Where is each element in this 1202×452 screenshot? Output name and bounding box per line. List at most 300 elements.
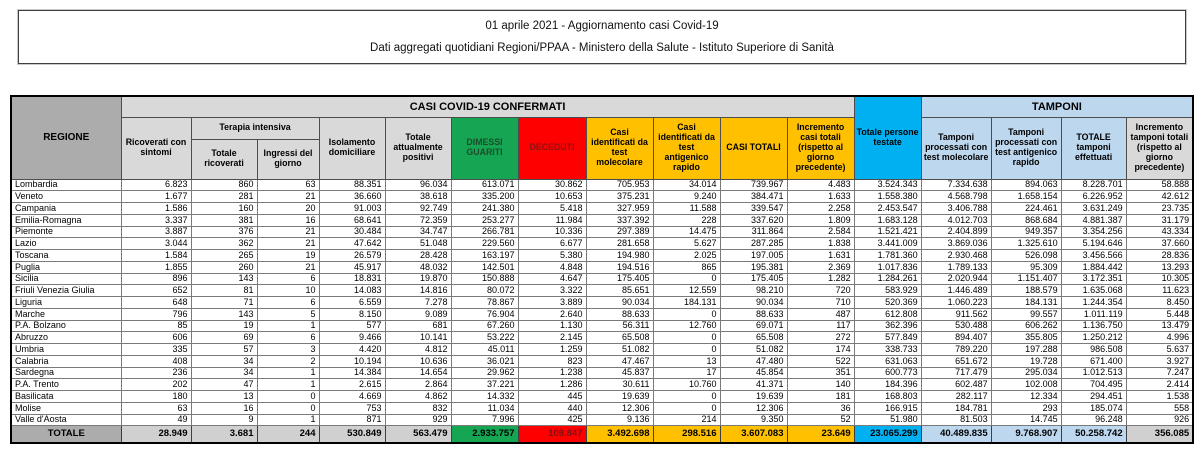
value-cell: 0: [257, 402, 319, 414]
value-cell: 3.456.566: [1061, 250, 1126, 262]
table-row: [11, 320, 1193, 332]
value-cell: 739.967: [720, 179, 787, 191]
value-cell: 3.406.788: [921, 203, 991, 215]
value-cell: 45.837: [586, 367, 653, 379]
value-cell: 710: [787, 297, 854, 309]
region-cell: Marche: [11, 308, 121, 320]
value-cell: 6.559: [319, 297, 385, 309]
region-cell: Lombardia: [11, 179, 121, 191]
value-cell: 832: [385, 402, 451, 414]
totals-value-cell: 23.649: [787, 426, 854, 443]
value-cell: 175.405: [720, 273, 787, 285]
value-cell: 0: [257, 391, 319, 403]
region-cell: Umbria: [11, 344, 121, 356]
region-cell: Liguria: [11, 297, 121, 309]
value-cell: 293: [991, 402, 1061, 414]
value-cell: 185.074: [1061, 402, 1126, 414]
totals-value-cell: 3.681: [191, 426, 257, 443]
value-cell: 10.305: [1126, 273, 1193, 285]
table-row: [11, 250, 1193, 262]
value-cell: 335: [121, 344, 191, 356]
header-totale-attualmente-positivi: Totale attualmente positivi: [385, 117, 451, 179]
region-cell: Sardegna: [11, 367, 121, 379]
totals-value-cell: 563.479: [385, 426, 451, 443]
value-cell: 65.508: [720, 332, 787, 344]
value-cell: 3.927: [1126, 355, 1193, 367]
value-cell: 5: [257, 308, 319, 320]
value-cell: 184.131: [653, 297, 720, 309]
value-cell: 76.904: [451, 308, 518, 320]
value-cell: 600.773: [854, 367, 921, 379]
value-cell: 8.228.701: [1061, 179, 1126, 191]
value-cell: 558: [1126, 402, 1193, 414]
value-cell: 4.669: [319, 391, 385, 403]
value-cell: 671.400: [1061, 355, 1126, 367]
value-cell: 1.011.119: [1061, 308, 1126, 320]
value-cell: 13.479: [1126, 320, 1193, 332]
value-cell: 142.501: [451, 261, 518, 273]
value-cell: 37.660: [1126, 238, 1193, 250]
value-cell: 51.082: [586, 344, 653, 356]
value-cell: 51.048: [385, 238, 451, 250]
value-cell: 4.483: [787, 179, 854, 191]
value-cell: 260: [191, 261, 257, 273]
header-terapia-intensiva: Terapia intensiva: [191, 117, 319, 139]
value-cell: 1.151.407: [991, 273, 1061, 285]
value-cell: 1.325.610: [991, 238, 1061, 250]
value-cell: 181: [787, 391, 854, 403]
report-title: 01 aprile 2021 - Aggiornamento casi Covid-19: [485, 20, 719, 33]
value-cell: 34.747: [385, 226, 451, 238]
value-cell: 4.568.798: [921, 191, 991, 203]
value-cell: 1.012.513: [1061, 367, 1126, 379]
value-cell: 4.647: [518, 273, 586, 285]
value-cell: 1.789.133: [921, 261, 991, 273]
value-cell: 38.618: [385, 191, 451, 203]
value-cell: 36.021: [451, 355, 518, 367]
value-cell: 337.392: [586, 214, 653, 226]
value-cell: 7.247: [1126, 367, 1193, 379]
region-cell: Friuli Venezia Giulia: [11, 285, 121, 297]
table-row: [11, 179, 1193, 191]
report-subtitle: Dati aggregati quotidiani Regioni/PPAA - Ministero della Salute - Istituto Superiore di Sanità: [370, 41, 834, 54]
value-cell: 180: [121, 391, 191, 403]
value-cell: 34.014: [653, 179, 720, 191]
value-cell: 896: [121, 273, 191, 285]
header-ingressi-del-giorno: Ingressi del giorno: [257, 139, 319, 179]
value-cell: 1.250.212: [1061, 332, 1126, 344]
value-cell: 166.915: [854, 402, 921, 414]
value-cell: 10.336: [518, 226, 586, 238]
value-cell: 184.396: [854, 379, 921, 391]
value-cell: 197.288: [991, 344, 1061, 356]
region-cell: Toscana: [11, 250, 121, 262]
value-cell: 6: [257, 297, 319, 309]
value-cell: 0: [653, 332, 720, 344]
value-cell: 241.380: [451, 203, 518, 215]
value-cell: 5.448: [1126, 308, 1193, 320]
value-cell: 6.226.952: [1061, 191, 1126, 203]
value-cell: 51.980: [854, 414, 921, 426]
value-cell: 36.660: [319, 191, 385, 203]
value-cell: 753: [319, 402, 385, 414]
value-cell: 0: [653, 308, 720, 320]
value-cell: 894.063: [991, 179, 1061, 191]
value-cell: 355.805: [991, 332, 1061, 344]
totals-value-cell: 9.768.907: [991, 426, 1061, 443]
value-cell: 10.194: [319, 355, 385, 367]
value-cell: 19.870: [385, 273, 451, 285]
value-cell: 47.467: [586, 355, 653, 367]
value-cell: 12.334: [991, 391, 1061, 403]
value-cell: 30.611: [586, 379, 653, 391]
value-cell: 384.471: [720, 191, 787, 203]
value-cell: 6.677: [518, 238, 586, 250]
header-incremento-tamponi-totali: Incremento tamponi totali (rispetto al giorno precedente): [1126, 117, 1193, 179]
value-cell: 63: [121, 402, 191, 414]
value-cell: 28.428: [385, 250, 451, 262]
value-cell: 150.888: [451, 273, 518, 285]
value-cell: 11.984: [518, 214, 586, 226]
value-cell: 9.466: [319, 332, 385, 344]
value-cell: 425: [518, 414, 586, 426]
value-cell: 1.521.421: [854, 226, 921, 238]
header-tamponi-test-molecolare: Tamponi processati con test molecolare: [921, 117, 991, 179]
table-row: [11, 226, 1193, 238]
value-cell: 45.854: [720, 367, 787, 379]
totals-value-cell: 2.933.757: [451, 426, 518, 443]
value-cell: 520.369: [854, 297, 921, 309]
value-cell: 236: [121, 367, 191, 379]
value-cell: 3.441.009: [854, 238, 921, 250]
value-cell: 48.032: [385, 261, 451, 273]
region-cell: Molise: [11, 402, 121, 414]
header-deceduti: DECEDUTI: [518, 117, 586, 179]
table-row: [11, 402, 1193, 414]
value-cell: 3.172.351: [1061, 273, 1126, 285]
value-cell: 2.864: [385, 379, 451, 391]
value-cell: 4.420: [319, 344, 385, 356]
region-cell: Basilicata: [11, 391, 121, 403]
value-cell: 13: [191, 391, 257, 403]
value-cell: 9.240: [653, 191, 720, 203]
value-cell: 606: [121, 332, 191, 344]
value-cell: 1.238: [518, 367, 586, 379]
value-cell: 860: [191, 179, 257, 191]
value-cell: 1.446.489: [921, 285, 991, 297]
value-cell: 1.781.360: [854, 250, 921, 262]
value-cell: 648: [121, 297, 191, 309]
region-cell: P.A. Bolzano: [11, 320, 121, 332]
value-cell: 2.584: [787, 226, 854, 238]
value-cell: 143: [191, 308, 257, 320]
table-row: [11, 214, 1193, 226]
value-cell: 4.862: [385, 391, 451, 403]
value-cell: 17: [653, 367, 720, 379]
region-cell: Lazio: [11, 238, 121, 250]
region-cell: Puglia: [11, 261, 121, 273]
value-cell: 11.034: [451, 402, 518, 414]
value-cell: 143: [191, 273, 257, 285]
value-cell: 43.334: [1126, 226, 1193, 238]
value-cell: 7.334.638: [921, 179, 991, 191]
value-cell: 871: [319, 414, 385, 426]
value-cell: 1: [257, 320, 319, 332]
value-cell: 1.017.836: [854, 261, 921, 273]
value-cell: 281: [191, 191, 257, 203]
value-cell: 69.071: [720, 320, 787, 332]
value-cell: 7.996: [451, 414, 518, 426]
value-cell: 19: [191, 320, 257, 332]
value-cell: 56.311: [586, 320, 653, 332]
value-cell: 51.082: [720, 344, 787, 356]
value-cell: 1.631: [787, 250, 854, 262]
value-cell: 282.117: [921, 391, 991, 403]
value-cell: 0: [653, 402, 720, 414]
value-cell: 3.869.036: [921, 238, 991, 250]
value-cell: 18.831: [319, 273, 385, 285]
value-cell: 362.396: [854, 320, 921, 332]
header-totale-tamponi-effettuati: TOTALE tamponi effettuati: [1061, 117, 1126, 179]
table-row: [11, 261, 1193, 273]
value-cell: 1: [257, 414, 319, 426]
value-cell: 1.584: [121, 250, 191, 262]
value-cell: 37.221: [451, 379, 518, 391]
value-cell: 337.620: [720, 214, 787, 226]
table-row: [11, 355, 1193, 367]
value-cell: 281.658: [586, 238, 653, 250]
value-cell: 1.809: [787, 214, 854, 226]
value-cell: 1.586: [121, 203, 191, 215]
value-cell: 789.220: [921, 344, 991, 356]
value-cell: 408: [121, 355, 191, 367]
value-cell: 868.684: [991, 214, 1061, 226]
value-cell: 80.072: [451, 285, 518, 297]
value-cell: 14.384: [319, 367, 385, 379]
totals-value-cell: 3.607.083: [720, 426, 787, 443]
value-cell: 2.145: [518, 332, 586, 344]
totals-row: [11, 426, 1193, 443]
value-cell: 1.136.750: [1061, 320, 1126, 332]
value-cell: 612.808: [854, 308, 921, 320]
value-cell: 26.579: [319, 250, 385, 262]
value-cell: 184.781: [921, 402, 991, 414]
value-cell: 1.683.128: [854, 214, 921, 226]
value-cell: 652: [121, 285, 191, 297]
value-cell: 10: [257, 285, 319, 297]
value-cell: 28.836: [1126, 250, 1193, 262]
value-cell: 117: [787, 320, 854, 332]
value-cell: 986.508: [1061, 344, 1126, 356]
value-cell: 8.450: [1126, 297, 1193, 309]
value-cell: 71: [191, 297, 257, 309]
value-cell: 88.633: [586, 308, 653, 320]
value-cell: 253.277: [451, 214, 518, 226]
value-cell: 168.803: [854, 391, 921, 403]
value-cell: 21: [257, 226, 319, 238]
value-cell: 229.560: [451, 238, 518, 250]
value-cell: 99.557: [991, 308, 1061, 320]
value-cell: 12.306: [720, 402, 787, 414]
region-cell: Valle d'Aosta: [11, 414, 121, 426]
value-cell: 9: [191, 414, 257, 426]
value-cell: 5.418: [518, 203, 586, 215]
value-cell: 81: [191, 285, 257, 297]
value-cell: 4.848: [518, 261, 586, 273]
value-cell: 4.881.387: [1061, 214, 1126, 226]
value-cell: 362: [191, 238, 257, 250]
value-cell: 526.098: [991, 250, 1061, 262]
value-cell: 720: [787, 285, 854, 297]
value-cell: 52: [787, 414, 854, 426]
totals-value-cell: 23.065.299: [854, 426, 921, 443]
value-cell: 36: [787, 402, 854, 414]
value-cell: 30.862: [518, 179, 586, 191]
value-cell: 3.337: [121, 214, 191, 226]
value-cell: 2: [257, 355, 319, 367]
value-cell: 202: [121, 379, 191, 391]
value-cell: 5.637: [1126, 344, 1193, 356]
totals-value-cell: 28.949: [121, 426, 191, 443]
value-cell: 1.633: [787, 191, 854, 203]
value-cell: 2.640: [518, 308, 586, 320]
value-cell: 175.405: [586, 273, 653, 285]
value-cell: 14.332: [451, 391, 518, 403]
value-cell: 6: [257, 273, 319, 285]
totals-value-cell: 356.085: [1126, 426, 1193, 443]
value-cell: 266.781: [451, 226, 518, 238]
value-cell: 88.633: [720, 308, 787, 320]
value-cell: 3.887: [121, 226, 191, 238]
value-cell: 214: [653, 414, 720, 426]
value-cell: 81.503: [921, 414, 991, 426]
value-cell: 9.136: [586, 414, 653, 426]
value-cell: 14.654: [385, 367, 451, 379]
value-cell: 65.508: [586, 332, 653, 344]
value-cell: 2.020.944: [921, 273, 991, 285]
value-cell: 224.461: [991, 203, 1061, 215]
value-cell: 12.760: [653, 320, 720, 332]
value-cell: 45.917: [319, 261, 385, 273]
header-band-tamponi: TAMPONI: [921, 96, 1193, 117]
value-cell: 14.083: [319, 285, 385, 297]
value-cell: 45.011: [451, 344, 518, 356]
value-cell: 1.884.442: [1061, 261, 1126, 273]
value-cell: 85.651: [586, 285, 653, 297]
value-cell: 69: [191, 332, 257, 344]
region-cell: Sicilia: [11, 273, 121, 285]
header-regione: REGIONE: [11, 96, 121, 179]
value-cell: 487: [787, 308, 854, 320]
totals-label-cell: TOTALE: [11, 426, 121, 443]
value-cell: 3.889: [518, 297, 586, 309]
value-cell: 16: [191, 402, 257, 414]
value-cell: 96.248: [1061, 414, 1126, 426]
value-cell: 5.380: [518, 250, 586, 262]
value-cell: 522: [787, 355, 854, 367]
value-cell: 3.524.343: [854, 179, 921, 191]
value-cell: 10.636: [385, 355, 451, 367]
value-cell: 5.627: [653, 238, 720, 250]
value-cell: 19.728: [991, 355, 1061, 367]
header-incremento-casi-totali: Incremento casi totali (rispetto al giorno precedente): [787, 117, 854, 179]
totals-value-cell: 3.492.698: [586, 426, 653, 443]
value-cell: 272: [787, 332, 854, 344]
value-cell: 0: [653, 273, 720, 285]
value-cell: 583.929: [854, 285, 921, 297]
totals-value-cell: 298.516: [653, 426, 720, 443]
value-cell: 2.453.547: [854, 203, 921, 215]
value-cell: 577.849: [854, 332, 921, 344]
region-cell: Campania: [11, 203, 121, 215]
value-cell: 11.588: [653, 203, 720, 215]
value-cell: 1.259: [518, 344, 586, 356]
covid-table: [10, 95, 1194, 444]
value-cell: 339.547: [720, 203, 787, 215]
header-band-casi-confermati: CASI COVID-19 CONFERMATI: [121, 96, 854, 117]
value-cell: 1: [257, 379, 319, 391]
region-cell: Veneto: [11, 191, 121, 203]
value-cell: 13.293: [1126, 261, 1193, 273]
value-cell: 10.141: [385, 332, 451, 344]
value-cell: 265: [191, 250, 257, 262]
header-casi-totali: CASI TOTALI: [720, 117, 787, 179]
value-cell: 2.025: [653, 250, 720, 262]
value-cell: 295.034: [991, 367, 1061, 379]
value-cell: 5.194.646: [1061, 238, 1126, 250]
value-cell: 1.130: [518, 320, 586, 332]
value-cell: 613.071: [451, 179, 518, 191]
value-cell: 195.381: [720, 261, 787, 273]
value-cell: 327.959: [586, 203, 653, 215]
value-cell: 20: [257, 203, 319, 215]
table-row: [11, 391, 1193, 403]
region-cell: Emilia-Romagna: [11, 214, 121, 226]
value-cell: 631.063: [854, 355, 921, 367]
value-cell: 606.262: [991, 320, 1061, 332]
header-tamponi-test-antigenico: Tamponi processati con test antigenico rapido: [991, 117, 1061, 179]
value-cell: 11.623: [1126, 285, 1193, 297]
value-cell: 2.615: [319, 379, 385, 391]
value-cell: 174: [787, 344, 854, 356]
value-cell: 1.635.068: [1061, 285, 1126, 297]
value-cell: 21: [257, 261, 319, 273]
value-cell: 12.559: [653, 285, 720, 297]
value-cell: 57: [191, 344, 257, 356]
value-cell: 23.735: [1126, 203, 1193, 215]
value-cell: 10.653: [518, 191, 586, 203]
value-cell: 197.005: [720, 250, 787, 262]
value-cell: 3: [257, 344, 319, 356]
value-cell: 10.760: [653, 379, 720, 391]
value-cell: 3.631.249: [1061, 203, 1126, 215]
table-row: [11, 238, 1193, 250]
value-cell: 19: [257, 250, 319, 262]
value-cell: 2.930.468: [921, 250, 991, 262]
region-cell: Piemonte: [11, 226, 121, 238]
table-row: [11, 308, 1193, 320]
table-row: [11, 414, 1193, 426]
value-cell: 9.089: [385, 308, 451, 320]
value-cell: 823: [518, 355, 586, 367]
value-cell: 530.488: [921, 320, 991, 332]
value-cell: 194.980: [586, 250, 653, 262]
value-cell: 14.475: [653, 226, 720, 238]
value-cell: 63: [257, 179, 319, 191]
value-cell: 88.351: [319, 179, 385, 191]
value-cell: 651.672: [921, 355, 991, 367]
value-cell: 13: [653, 355, 720, 367]
